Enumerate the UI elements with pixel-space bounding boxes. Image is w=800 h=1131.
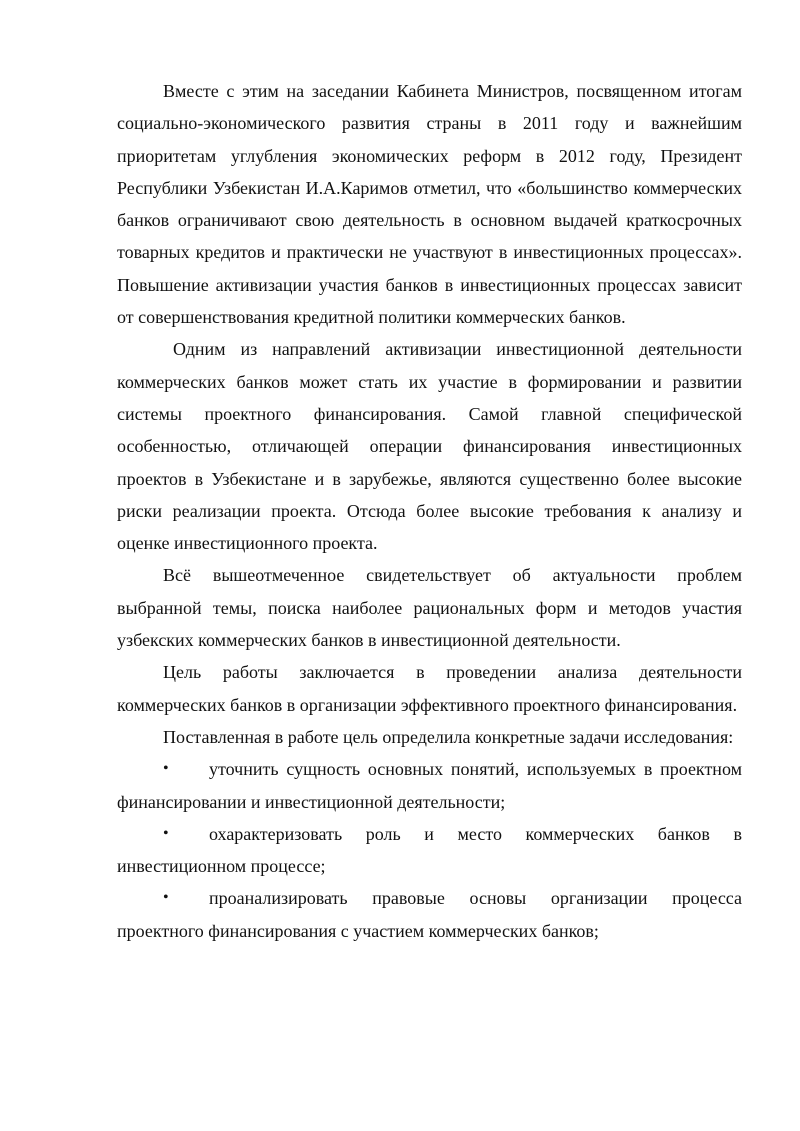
paragraph-tasks-intro: Поставленная в работе цель определила конкретные задачи исследования: (163, 726, 734, 747)
paragraph-project-finance: Одним из направлений активизации инвестиционной деятельности коммерческих банков может стать их участие в формировании и развитии системы проектного финансирования. Самой главной специфической особенностью, отличающей операции финансирования инвестиционных проектов в Узбекистане и в зарубежье, являются существенно более высокие риски реализации проекта. Отсюда более высокие требования к анализу и оценке инвестиционного проекта. (117, 339, 742, 554)
list-item (117, 818, 742, 883)
paragraph-relevance: Всё вышеотмеченное свидетельствует об актуальности проблем выбранной темы, поиска наиболее рациональных форм и методов участия узбекских коммерческих банков в инвестиционной деятельности. (117, 565, 742, 651)
list-item (117, 882, 742, 947)
bullet-icon: • (163, 824, 169, 842)
bullet-icon: • (163, 760, 169, 778)
paragraph-goal: Цель работы заключается в проведении анализа деятельности коммерческих банков в организации эффективного проектного финансирования. (117, 662, 742, 715)
bullet-icon: • (163, 889, 169, 907)
paragraph-cabinet-meeting: Вместе с этим на заседании Кабинета Министров, посвященном итогам социально-экономического развития страны в 2011 году и важнейшим приоритетам углубления экономических реформ в 2012 году, Президент Республики Узбекистан И.А.Каримов отметил, что «большинство коммерческих банков ограничивают свою деятельность в основном выдачей краткосрочных товарных кредитов и практически не участвуют в инвестиционных процессах». Повышение активизации участия банков в инвестиционных процессах зависит от совершенствования кредитной политики коммерческих банков. (117, 81, 742, 328)
document-body (117, 75, 742, 947)
list-item-text: охарактеризовать роль и место коммерческих банков в инвестиционном процессе; (117, 823, 742, 877)
list-item (117, 753, 742, 818)
list-item-text: уточнить сущность основных понятий, используемых в проектном финансировании и инвестиционной деятельности; (117, 759, 742, 812)
list-item-text: проанализировать правовые основы организации процесса проектного финансирования с участием коммерческих банков; (117, 888, 742, 941)
